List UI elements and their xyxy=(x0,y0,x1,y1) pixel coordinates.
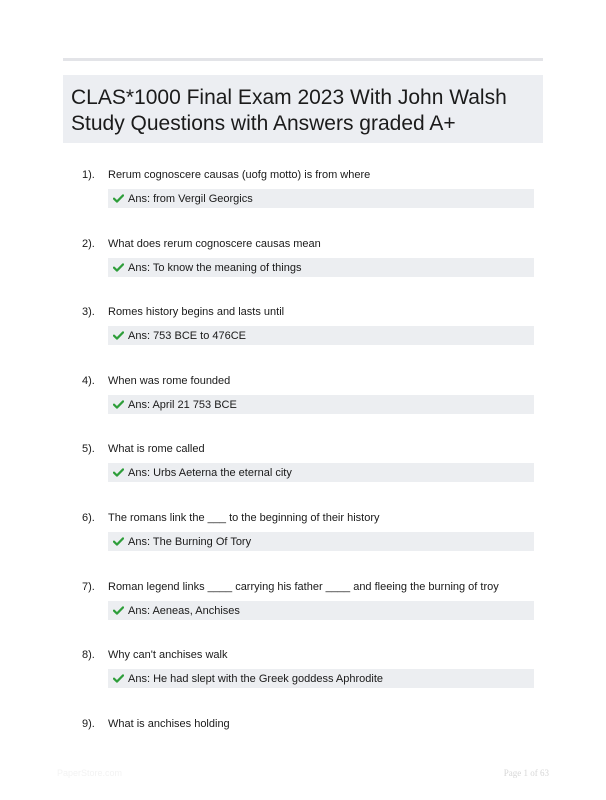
check-icon xyxy=(113,400,124,409)
question-number: 1). xyxy=(82,169,95,181)
question-number: 3). xyxy=(82,306,95,318)
question-item xyxy=(0,717,606,759)
answer-box xyxy=(108,532,534,551)
answer-box xyxy=(108,463,534,482)
answer-text: Ans: To know the meaning of things xyxy=(128,261,302,274)
question-number: 8). xyxy=(82,649,95,661)
check-icon xyxy=(113,537,124,546)
question-number: 2). xyxy=(82,238,95,250)
question-item xyxy=(0,305,606,347)
answer-text: Ans: The Burning Of Tory xyxy=(128,535,252,548)
answer-text: Ans: April 21 753 BCE xyxy=(128,398,237,411)
question-item xyxy=(0,511,606,553)
question-text: What is rome called xyxy=(108,443,205,455)
question-item xyxy=(0,442,606,484)
answer-box xyxy=(108,258,534,277)
question-text: What does rerum cognoscere causas mean xyxy=(108,238,321,250)
answer-text: Ans: Urbs Aeterna the eternal city xyxy=(128,466,292,479)
question-text: Rerum cognoscere causas (uofg motto) is from where xyxy=(108,169,371,181)
answer-box xyxy=(108,326,534,345)
check-icon xyxy=(113,674,124,683)
document-title-line-2: Study Questions with Answers graded A+ xyxy=(71,112,456,135)
question-text: The romans link the ___ to the beginning of their history xyxy=(108,512,380,524)
check-icon xyxy=(113,468,124,477)
footer-watermark: PaperStore.com xyxy=(57,768,123,778)
top-divider xyxy=(63,58,543,61)
question-number: 6). xyxy=(82,512,95,524)
answer-box xyxy=(108,601,534,620)
question-text: When was rome founded xyxy=(108,375,231,387)
page-number: Page 1 of 63 xyxy=(503,768,549,778)
check-icon xyxy=(113,606,124,615)
answer-text: Ans: He had slept with the Greek goddess Aphrodite xyxy=(128,672,383,685)
question-item xyxy=(0,168,606,210)
question-text: What is anchises holding xyxy=(108,718,230,730)
question-text: Romes history begins and lasts until xyxy=(108,306,285,318)
question-item xyxy=(0,374,606,416)
check-icon xyxy=(113,194,124,203)
document-title-box xyxy=(63,75,543,143)
answer-text: Ans: from Vergil Georgics xyxy=(128,192,253,205)
question-text: Why can't anchises walk xyxy=(108,649,228,661)
question-number: 7). xyxy=(82,581,95,593)
answer-text: Ans: Aeneas, Anchises xyxy=(128,604,240,617)
question-item xyxy=(0,580,606,622)
answer-box xyxy=(108,669,534,688)
answer-text: Ans: 753 BCE to 476CE xyxy=(128,329,247,342)
question-text: Roman legend links ____ carrying his father ____ and fleeing the burning of troy xyxy=(108,581,499,593)
question-number: 5). xyxy=(82,443,95,455)
document-title-line-1: CLAS*1000 Final Exam 2023 With John Walsh xyxy=(71,86,507,109)
question-number: 4). xyxy=(82,375,95,387)
question-item xyxy=(0,237,606,279)
answer-box xyxy=(108,395,534,414)
question-number: 9). xyxy=(82,718,95,730)
check-icon xyxy=(113,331,124,340)
check-icon xyxy=(113,263,124,272)
question-item xyxy=(0,648,606,690)
answer-box xyxy=(108,189,534,208)
